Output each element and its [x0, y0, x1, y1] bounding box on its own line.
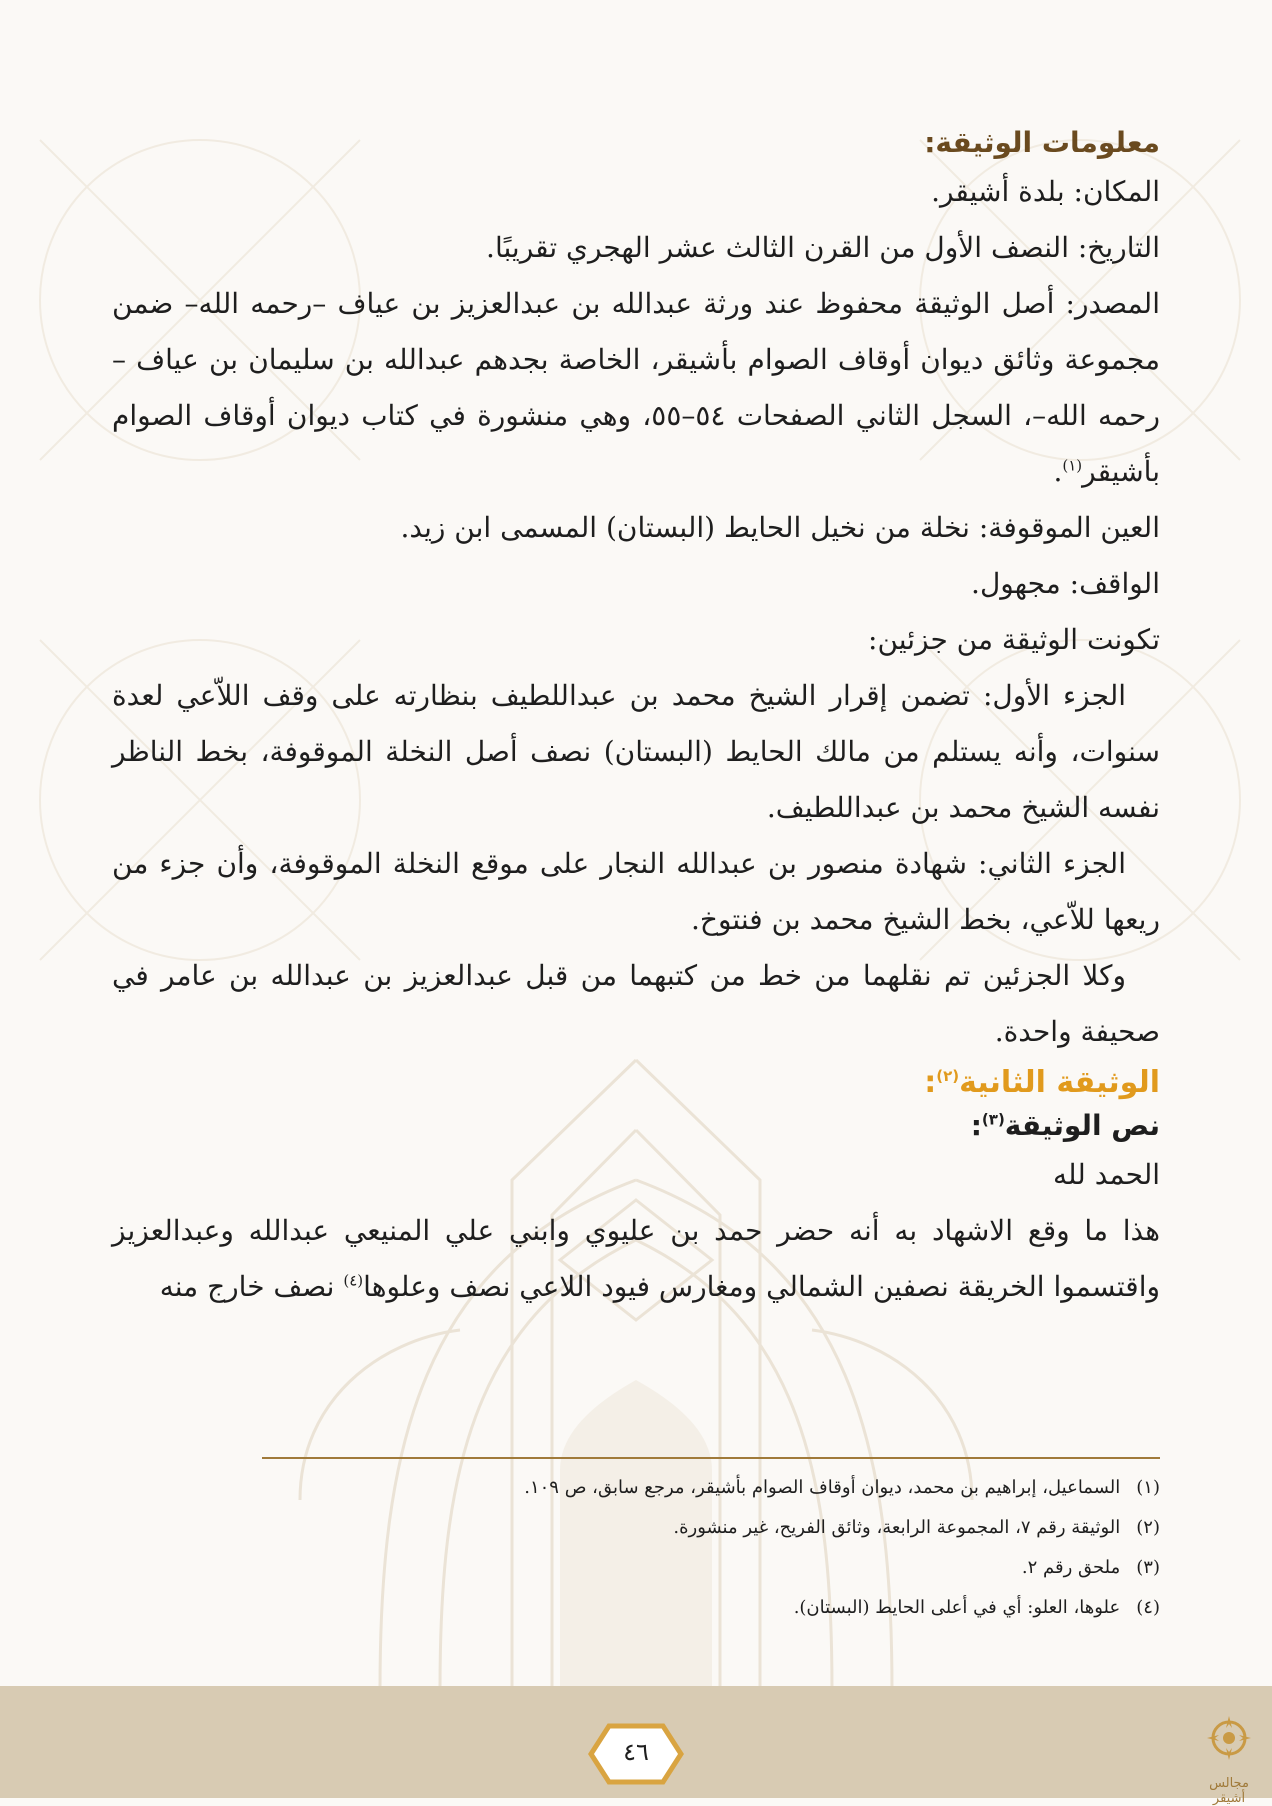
footnote-text: ملحق رقم ٢.: [1021, 1557, 1121, 1578]
footnote-ref-3[interactable]: (٣): [981, 1110, 1005, 1129]
document-text-paragraph: [112, 1203, 1160, 1315]
second-document-title: الوثيقة الثانية: [959, 1065, 1160, 1100]
part1-paragraph: الجزء الأول: تضمن إقرار الشيخ محمد بن عبداللطيف بنظارته على وقف اللاّعي لعدة سنوات، وأنه يستلم من مالك الحايط (البستان) نصف أصل النخلة الموقوفة، بخط الناظر نفسه الشيخ محمد بن عبداللطيف.: [112, 679, 1160, 824]
footnote-text: علوها، العلو: أي في أعلى الحايط (البستان).: [793, 1597, 1121, 1618]
footnote-ref-1[interactable]: (١): [1062, 456, 1083, 475]
parts-intro-line: تكونت الوثيقة من جزئين:: [868, 623, 1160, 656]
page-number: ٤٦: [623, 1738, 649, 1766]
part2-paragraph: الجزء الثاني: شهادة منصور بن عبدالله النجار على موقع النخلة الموقوفة، وأن جزء من ريعها للاّعي، بخط الشيخ محمد بن فنتوخ.: [112, 847, 1160, 936]
footnote-number: (٣): [1136, 1557, 1160, 1578]
footnote-ref-2[interactable]: (٢): [936, 1067, 960, 1085]
document-text-colon: :: [970, 1109, 982, 1142]
footnote-1: [262, 1468, 1160, 1508]
footnote-number: (٢): [1136, 1517, 1160, 1538]
footnote-2: [262, 1508, 1160, 1548]
footnote-4: [262, 1588, 1160, 1628]
endowed-line: العين الموقوفة: نخلة من نخيل الحايط (البستان) المسمى ابن زيد.: [400, 511, 1160, 544]
section-heading-document-info: معلومات الوثيقة:: [924, 126, 1160, 159]
second-document-colon: :: [924, 1065, 937, 1100]
both-parts-paragraph: وكلا الجزئين تم نقلهما من خط من كتبهما من قبل عبدالعزيز بن عبدالله بن عامر في صحيفة واحدة.: [112, 959, 1160, 1048]
footnote-separator: [262, 1457, 1160, 1459]
section-heading-second-document: [112, 1060, 1160, 1105]
document-text-body: هذا ما وقع الاشهاد به أنه حضر حمد بن عليوي وابني علي المنيعي عبدالله وعبدالعزيز واقتسموا الخريقة نصفين الشمالي ومغارس فيود اللاعي نصف وعلوها: [112, 1214, 1160, 1303]
date-line: التاريخ: النصف الأول من القرن الثالث عشر الهجري تقريبًا.: [486, 231, 1160, 264]
footnote-3: [262, 1548, 1160, 1588]
footnote-text: السماعيل، إبراهيم بن محمد، ديوان أوقاف الصوام بأشيقر، مرجع سابق، ص ١٠٩.: [524, 1477, 1121, 1498]
document-text-continuation: نصف خارج منه: [159, 1270, 344, 1303]
footnote-ref-4[interactable]: (٤): [343, 1271, 364, 1290]
footnote-number: (٤): [1136, 1597, 1160, 1618]
source-text: المصدر: أصل الوثيقة محفوظ عند ورثة عبدالله بن عبدالعزيز بن عياف –رحمه الله– ضمن مجموعة وثائق ديوان أوقاف الصوام بأشيقر، الخاصة بجدهم عبدالله بن سليمان بن عياف –رحمه الله–، السجل الثاني الصفحات ٥٤–٥٥، وهي منشورة في كتاب ديوان أوقاف الصوام بأشيقر: [112, 287, 1161, 488]
footnote-text: الوثيقة رقم ٧، المجموعة الرابعة، وثائق الفريح، غير منشورة.: [673, 1517, 1121, 1538]
subheading-document-text: [112, 1105, 1160, 1147]
logo-text: مجالس أشيقر: [1209, 1776, 1249, 1806]
hamd-line: الحمد لله: [1053, 1158, 1160, 1191]
endower-line: الواقف: مجهول.: [971, 567, 1160, 600]
footnote-number: (١): [1136, 1477, 1160, 1498]
document-text-title: نص الوثيقة: [1004, 1109, 1160, 1142]
source-end: .: [1053, 455, 1063, 488]
place-line: المكان: بلدة أشيقر.: [931, 175, 1160, 208]
document-body: [112, 122, 1160, 1315]
source-paragraph: [112, 276, 1160, 500]
footnotes: [262, 1468, 1160, 1628]
